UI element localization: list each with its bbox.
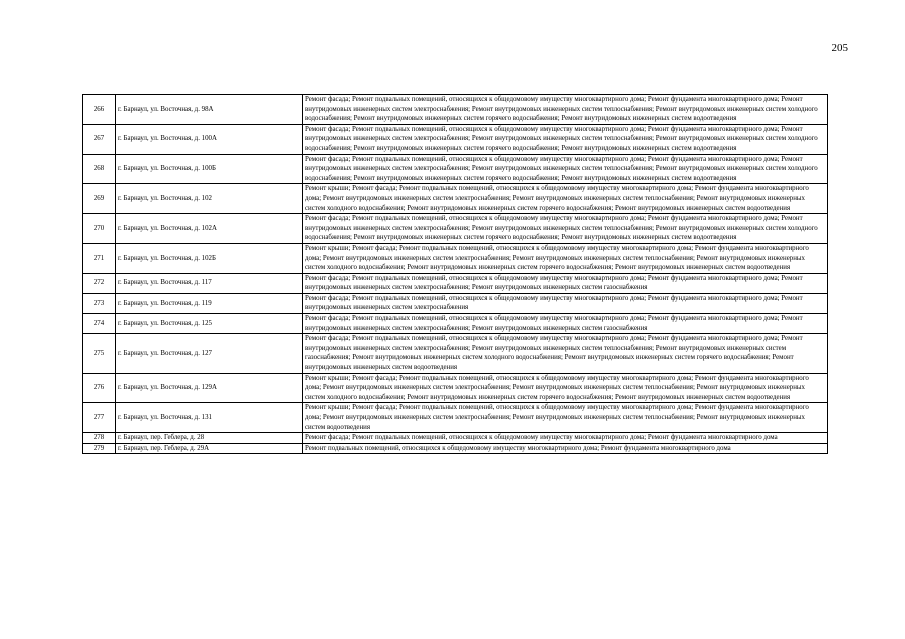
- repair-works-table: [82, 94, 828, 454]
- row-address: г. Барнаул, ул. Восточная, д. 125: [116, 314, 303, 334]
- row-works: Ремонт фасада; Ремонт подвальных помещений, относящихся к общедомовому имуществу многоквартирного дома; Ремонт фундамента многоквартирного дома: [303, 433, 828, 444]
- row-number: 278: [83, 433, 116, 444]
- row-address: г. Барнаул, ул. Восточная, д. 131: [116, 403, 303, 433]
- table-row: [83, 124, 828, 154]
- row-works: Ремонт крыши; Ремонт фасада; Ремонт подвальных помещений, относящихся к общедомовому имуществу многоквартирного дома; Ремонт фундамента многоквартирного дома; Ремонт внутридомовых инженерных систем электроснабжения; Ремонт внутридомовых инженерных систем теплоснабжения; Ремонт внутридомовых инженерных систем водоотведения: [303, 403, 828, 433]
- table-row: [83, 443, 828, 454]
- row-address: г. Барнаул, ул. Восточная, д. 98А: [116, 95, 303, 125]
- row-address: г. Барнаул, ул. Восточная, д. 102: [116, 184, 303, 214]
- row-works: Ремонт фасада; Ремонт подвальных помещений, относящихся к общедомовому имуществу многоквартирного дома; Ремонт фундамента многоквартирного дома; Ремонт внутридомовых инженерных систем электроснабжения; Ремонт внутридомовых инженерных систем газоснабжения: [303, 314, 828, 334]
- row-works: Ремонт фасада; Ремонт подвальных помещений, относящихся к общедомовому имуществу многоквартирного дома; Ремонт фундамента многоквартирного дома; Ремонт внутридомовых инженерных систем электроснабжения: [303, 293, 828, 313]
- row-works: Ремонт фасада; Ремонт подвальных помещений, относящихся к общедомовому имуществу многоквартирного дома; Ремонт фундамента многоквартирного дома; Ремонт внутридомовых инженерных систем электроснабжения; Ремонт внутридомовых инженерных систем теплоснабжения; Ремонт внутридомовых инженерных систем холодного водоснабжения; Ремонт внутридомовых инженерных систем горячего водоснабжения; Ремонт внутридомовых инженерных систем водоотведения: [303, 124, 828, 154]
- table-row: [83, 184, 828, 214]
- row-number: 269: [83, 184, 116, 214]
- row-address: г. Барнаул, ул. Восточная, д. 100А: [116, 124, 303, 154]
- row-number: 277: [83, 403, 116, 433]
- row-number: 266: [83, 95, 116, 125]
- row-address: г. Барнаул, пер. Геблера, д. 28: [116, 433, 303, 444]
- row-address: г. Барнаул, ул. Восточная, д. 117: [116, 273, 303, 293]
- row-number: 268: [83, 154, 116, 184]
- row-works: Ремонт фасада; Ремонт подвальных помещений, относящихся к общедомовому имуществу многоквартирного дома; Ремонт фундамента многоквартирного дома; Ремонт внутридомовых инженерных систем электроснабжения; Ремонт внутридомовых инженерных систем теплоснабжения; Ремонт внутридомовых инженерных систем холодного водоснабжения; Ремонт внутридомовых инженерных систем горячего водоснабжения; Ремонт внутридомовых инженерных систем водоотведения: [303, 95, 828, 125]
- table-row: [83, 403, 828, 433]
- row-address: г. Барнаул, ул. Восточная, д. 100Б: [116, 154, 303, 184]
- row-number: 273: [83, 293, 116, 313]
- table-body: [83, 95, 828, 454]
- row-number: 275: [83, 334, 116, 373]
- table-row: [83, 95, 828, 125]
- row-address: г. Барнаул, пер. Геблера, д. 29А: [116, 443, 303, 454]
- row-number: 271: [83, 243, 116, 273]
- row-works: Ремонт подвальных помещений, относящихся к общедомовому имуществу многоквартирного дома; Ремонт фундамента многоквартирного дома: [303, 443, 828, 454]
- row-number: 279: [83, 443, 116, 454]
- row-number: 272: [83, 273, 116, 293]
- row-works: Ремонт фасада; Ремонт подвальных помещений, относящихся к общедомовому имуществу многоквартирного дома; Ремонт фундамента многоквартирного дома; Ремонт внутридомовых инженерных систем электроснабжения; Ремонт внутридомовых инженерных систем теплоснабжения; Ремонт внутридомовых инженерных систем холодного водоснабжения; Ремонт внутридомовых инженерных систем горячего водоснабжения; Ремонт внутридомовых инженерных систем водоотведения: [303, 154, 828, 184]
- row-address: г. Барнаул, ул. Восточная, д. 127: [116, 334, 303, 373]
- row-works: Ремонт крыши; Ремонт фасада; Ремонт подвальных помещений, относящихся к общедомовому имуществу многоквартирного дома; Ремонт фундамента многоквартирного дома; Ремонт внутридомовых инженерных систем электроснабжения; Ремонт внутридомовых инженерных систем теплоснабжения; Ремонт внутридомовых инженерных систем холодного водоснабжения; Ремонт внутридомовых инженерных систем горячего водоснабжения; Ремонт внутридомовых инженерных систем водоотведения: [303, 373, 828, 403]
- row-number: 267: [83, 124, 116, 154]
- row-number: 270: [83, 214, 116, 244]
- table-row: [83, 214, 828, 244]
- row-address: г. Барнаул, ул. Восточная, д. 102А: [116, 214, 303, 244]
- row-address: г. Барнаул, ул. Восточная, д. 102Б: [116, 243, 303, 273]
- row-works: Ремонт фасада; Ремонт подвальных помещений, относящихся к общедомовому имуществу многоквартирного дома; Ремонт фундамента многоквартирного дома; Ремонт внутридомовых инженерных систем электроснабжения; Ремонт внутридомовых инженерных систем теплоснабжения; Ремонт внутридомовых инженерных систем холодного водоснабжения; Ремонт внутридомовых инженерных систем горячего водоснабжения; Ремонт внутридомовых инженерных систем водоотведения: [303, 214, 828, 244]
- table-row: [83, 373, 828, 403]
- table-row: [83, 273, 828, 293]
- table-row: [83, 433, 828, 444]
- row-number: 276: [83, 373, 116, 403]
- row-address: г. Барнаул, ул. Восточная, д. 129А: [116, 373, 303, 403]
- table-row: [83, 293, 828, 313]
- row-number: 274: [83, 314, 116, 334]
- row-works: Ремонт крыши; Ремонт фасада; Ремонт подвальных помещений, относящихся к общедомовому имуществу многоквартирного дома; Ремонт фундамента многоквартирного дома; Ремонт внутридомовых инженерных систем электроснабжения; Ремонт внутридомовых инженерных систем теплоснабжения; Ремонт внутридомовых инженерных систем холодного водоснабжения; Ремонт внутридомовых инженерных систем горячего водоснабжения; Ремонт внутридомовых инженерных систем водоотведения: [303, 184, 828, 214]
- table-row: [83, 334, 828, 373]
- table-row: [83, 314, 828, 334]
- table-row: [83, 243, 828, 273]
- page-number: 205: [831, 42, 848, 54]
- row-works: Ремонт крыши; Ремонт фасада; Ремонт подвальных помещений, относящихся к общедомовому имуществу многоквартирного дома; Ремонт фундамента многоквартирного дома; Ремонт внутридомовых инженерных систем электроснабжения; Ремонт внутридомовых инженерных систем теплоснабжения; Ремонт внутридомовых инженерных систем холодного водоснабжения; Ремонт внутридомовых инженерных систем горячего водоснабжения; Ремонт внутридомовых инженерных систем водоотведения: [303, 243, 828, 273]
- row-works: Ремонт фасада; Ремонт подвальных помещений, относящихся к общедомовому имуществу многоквартирного дома; Ремонт фундамента многоквартирного дома; Ремонт внутридомовых инженерных систем электроснабжения; Ремонт внутридомовых инженерных систем теплоснабжения; Ремонт внутридомовых инженерных систем газоснабжения; Ремонт внутридомовых инженерных систем холодного водоснабжения; Ремонт внутридомовых инженерных систем горячего водоснабжения; Ремонт внутридомовых инженерных систем водоотведения: [303, 334, 828, 373]
- table-row: [83, 154, 828, 184]
- row-works: Ремонт фасада; Ремонт подвальных помещений, относящихся к общедомовому имуществу многоквартирного дома; Ремонт фундамента многоквартирного дома; Ремонт внутридомовых инженерных систем электроснабжения; Ремонт внутридомовых инженерных систем газоснабжения: [303, 273, 828, 293]
- row-address: г. Барнаул, ул. Восточная, д. 119: [116, 293, 303, 313]
